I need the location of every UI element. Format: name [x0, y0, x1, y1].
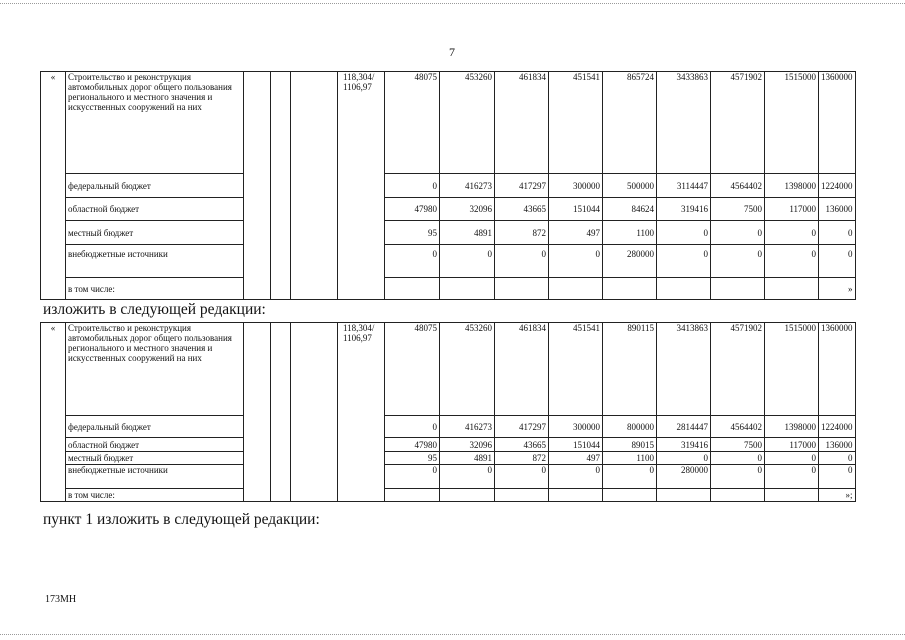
- row-label: местный бюджет: [66, 221, 244, 245]
- table-row: [41, 245, 856, 278]
- empty-cell: [711, 489, 765, 502]
- cell-value: 0: [657, 245, 711, 278]
- cell-value: 0: [711, 221, 765, 245]
- page-number: 7: [449, 45, 455, 59]
- cell-value: 0: [765, 452, 819, 465]
- cell-value: 136000: [819, 438, 856, 452]
- cell-value: 0: [819, 452, 856, 465]
- total-value: 865724: [603, 72, 657, 174]
- cell-value: 0: [495, 245, 549, 278]
- table-row: [41, 323, 856, 416]
- scan-edge-bottom: [0, 634, 905, 635]
- cell-value: 0: [657, 452, 711, 465]
- total-value: 453260: [440, 323, 495, 416]
- table-new-wording: [40, 322, 856, 502]
- table-row: [41, 452, 856, 465]
- cell-value: 0: [657, 221, 711, 245]
- amendment-sentence: пункт 1 изложить в следующей редакции:: [43, 511, 320, 528]
- empty-cell: [244, 323, 271, 502]
- empty-cell: [603, 489, 657, 502]
- cell-value: 0: [765, 465, 819, 489]
- cell-value: 95: [385, 452, 440, 465]
- empty-cell: [244, 72, 271, 300]
- row-label: федеральный бюджет: [66, 174, 244, 198]
- quote-open: «: [41, 323, 66, 502]
- total-value: 1360000: [819, 323, 856, 416]
- empty-cell: [765, 278, 819, 300]
- cell-value: 4891: [440, 452, 495, 465]
- row-label: внебюджетные источники: [66, 465, 244, 489]
- cell-value: 319416: [657, 198, 711, 221]
- cell-value: 0: [765, 221, 819, 245]
- cell-value: 300000: [549, 174, 603, 198]
- cell-value: 2814447: [657, 416, 711, 438]
- cell-value: 0: [765, 245, 819, 278]
- cell-value: 84624: [603, 198, 657, 221]
- row-label: областной бюджет: [66, 438, 244, 452]
- quote-close: »: [819, 278, 856, 300]
- cell-value: 4564402: [711, 174, 765, 198]
- total-value: 451541: [549, 72, 603, 174]
- total-value: 3433863: [657, 72, 711, 174]
- cell-value: 47980: [385, 198, 440, 221]
- cell-value: 280000: [657, 465, 711, 489]
- total-value: 1515000: [765, 323, 819, 416]
- empty-cell: [657, 278, 711, 300]
- total-value: 3413863: [657, 323, 711, 416]
- quote-close: »;: [819, 489, 856, 502]
- cell-value: 117000: [765, 198, 819, 221]
- empty-cell: [495, 278, 549, 300]
- cell-value: 500000: [603, 174, 657, 198]
- total-value: 4571902: [711, 323, 765, 416]
- cell-value: 0: [819, 465, 856, 489]
- cell-value: 3114447: [657, 174, 711, 198]
- cell-value: 32096: [440, 198, 495, 221]
- table-row: [41, 278, 856, 300]
- cell-value: 0: [819, 245, 856, 278]
- cell-value: 1398000: [765, 416, 819, 438]
- empty-cell: [440, 489, 495, 502]
- cell-value: 0: [495, 465, 549, 489]
- cell-value: 497: [549, 221, 603, 245]
- empty-cell: [385, 278, 440, 300]
- amendment-sentence: изложить в следующей редакции:: [43, 301, 266, 318]
- cell-value: 416273: [440, 174, 495, 198]
- cell-value: 416273: [440, 416, 495, 438]
- empty-cell: [495, 489, 549, 502]
- cell-value: 0: [549, 465, 603, 489]
- cell-value: 89015: [603, 438, 657, 452]
- cell-value: 1100: [603, 452, 657, 465]
- cell-value: 0: [385, 416, 440, 438]
- cell-value: 1224000: [819, 174, 856, 198]
- cell-value: 0: [385, 465, 440, 489]
- total-value: 48075: [385, 72, 440, 174]
- empty-cell: [549, 489, 603, 502]
- cell-value: 497: [549, 452, 603, 465]
- cell-value: 417297: [495, 174, 549, 198]
- table-row: [41, 416, 856, 438]
- measure-title: Строительство и реконструкция автомобильных дорог общего пользования регионального и местного значения и искусственных сооружений на них: [66, 323, 244, 416]
- table-row: [41, 198, 856, 221]
- measure-title: Строительство и реконструкция автомобильных дорог общего пользования регионального и местного значения и искусственных сооружений на них: [66, 72, 244, 174]
- reference-cell: 118,304/ 1106,97: [338, 72, 385, 300]
- total-value: 1360000: [819, 72, 856, 174]
- empty-cell: [549, 278, 603, 300]
- empty-cell: [765, 489, 819, 502]
- cell-value: 4891: [440, 221, 495, 245]
- total-value: 890115: [603, 323, 657, 416]
- footer-code: 173МН: [45, 594, 77, 605]
- cell-value: 7500: [711, 438, 765, 452]
- empty-cell: [440, 278, 495, 300]
- cell-value: 0: [440, 465, 495, 489]
- total-value: 1515000: [765, 72, 819, 174]
- cell-value: 1100: [603, 221, 657, 245]
- row-label: федеральный бюджет: [66, 416, 244, 438]
- row-label: областной бюджет: [66, 198, 244, 221]
- scan-edge-top: [0, 3, 905, 4]
- cell-value: 417297: [495, 416, 549, 438]
- empty-cell: [603, 278, 657, 300]
- cell-value: 280000: [603, 245, 657, 278]
- total-value: 48075: [385, 323, 440, 416]
- table-row: [41, 221, 856, 245]
- cell-value: 300000: [549, 416, 603, 438]
- total-value: 453260: [440, 72, 495, 174]
- table-row: [41, 465, 856, 489]
- empty-cell: [291, 323, 338, 502]
- cell-value: 0: [603, 465, 657, 489]
- cell-value: 0: [711, 245, 765, 278]
- cell-value: 0: [549, 245, 603, 278]
- cell-value: 151044: [549, 438, 603, 452]
- cell-value: 43665: [495, 438, 549, 452]
- cell-value: 151044: [549, 198, 603, 221]
- cell-value: 47980: [385, 438, 440, 452]
- cell-value: 43665: [495, 198, 549, 221]
- row-label: в том числе:: [66, 489, 244, 502]
- cell-value: 4564402: [711, 416, 765, 438]
- empty-cell: [291, 72, 338, 300]
- cell-value: 95: [385, 221, 440, 245]
- row-label: местный бюджет: [66, 452, 244, 465]
- cell-value: 32096: [440, 438, 495, 452]
- cell-value: 7500: [711, 198, 765, 221]
- cell-value: 0: [385, 174, 440, 198]
- total-value: 451541: [549, 323, 603, 416]
- reference-cell: 118,304/ 1106,97: [338, 323, 385, 502]
- empty-cell: [385, 489, 440, 502]
- cell-value: 319416: [657, 438, 711, 452]
- total-value: 461834: [495, 323, 549, 416]
- cell-value: 872: [495, 452, 549, 465]
- cell-value: 0: [711, 465, 765, 489]
- table-row: [41, 174, 856, 198]
- cell-value: 0: [819, 221, 856, 245]
- cell-value: 136000: [819, 198, 856, 221]
- cell-value: 872: [495, 221, 549, 245]
- total-value: 461834: [495, 72, 549, 174]
- table-row: [41, 72, 856, 174]
- empty-cell: [271, 72, 291, 300]
- cell-value: 800000: [603, 416, 657, 438]
- cell-value: 117000: [765, 438, 819, 452]
- cell-value: 1398000: [765, 174, 819, 198]
- cell-value: 0: [711, 452, 765, 465]
- cell-value: 0: [385, 245, 440, 278]
- table-row: [41, 438, 856, 452]
- empty-cell: [657, 489, 711, 502]
- empty-cell: [711, 278, 765, 300]
- total-value: 4571902: [711, 72, 765, 174]
- quote-open: «: [41, 72, 66, 300]
- cell-value: 1224000: [819, 416, 856, 438]
- empty-cell: [271, 323, 291, 502]
- row-label: в том числе:: [66, 278, 244, 300]
- table-current-wording: [40, 71, 856, 300]
- cell-value: 0: [440, 245, 495, 278]
- table-row: [41, 489, 856, 502]
- row-label: внебюджетные источники: [66, 245, 244, 278]
